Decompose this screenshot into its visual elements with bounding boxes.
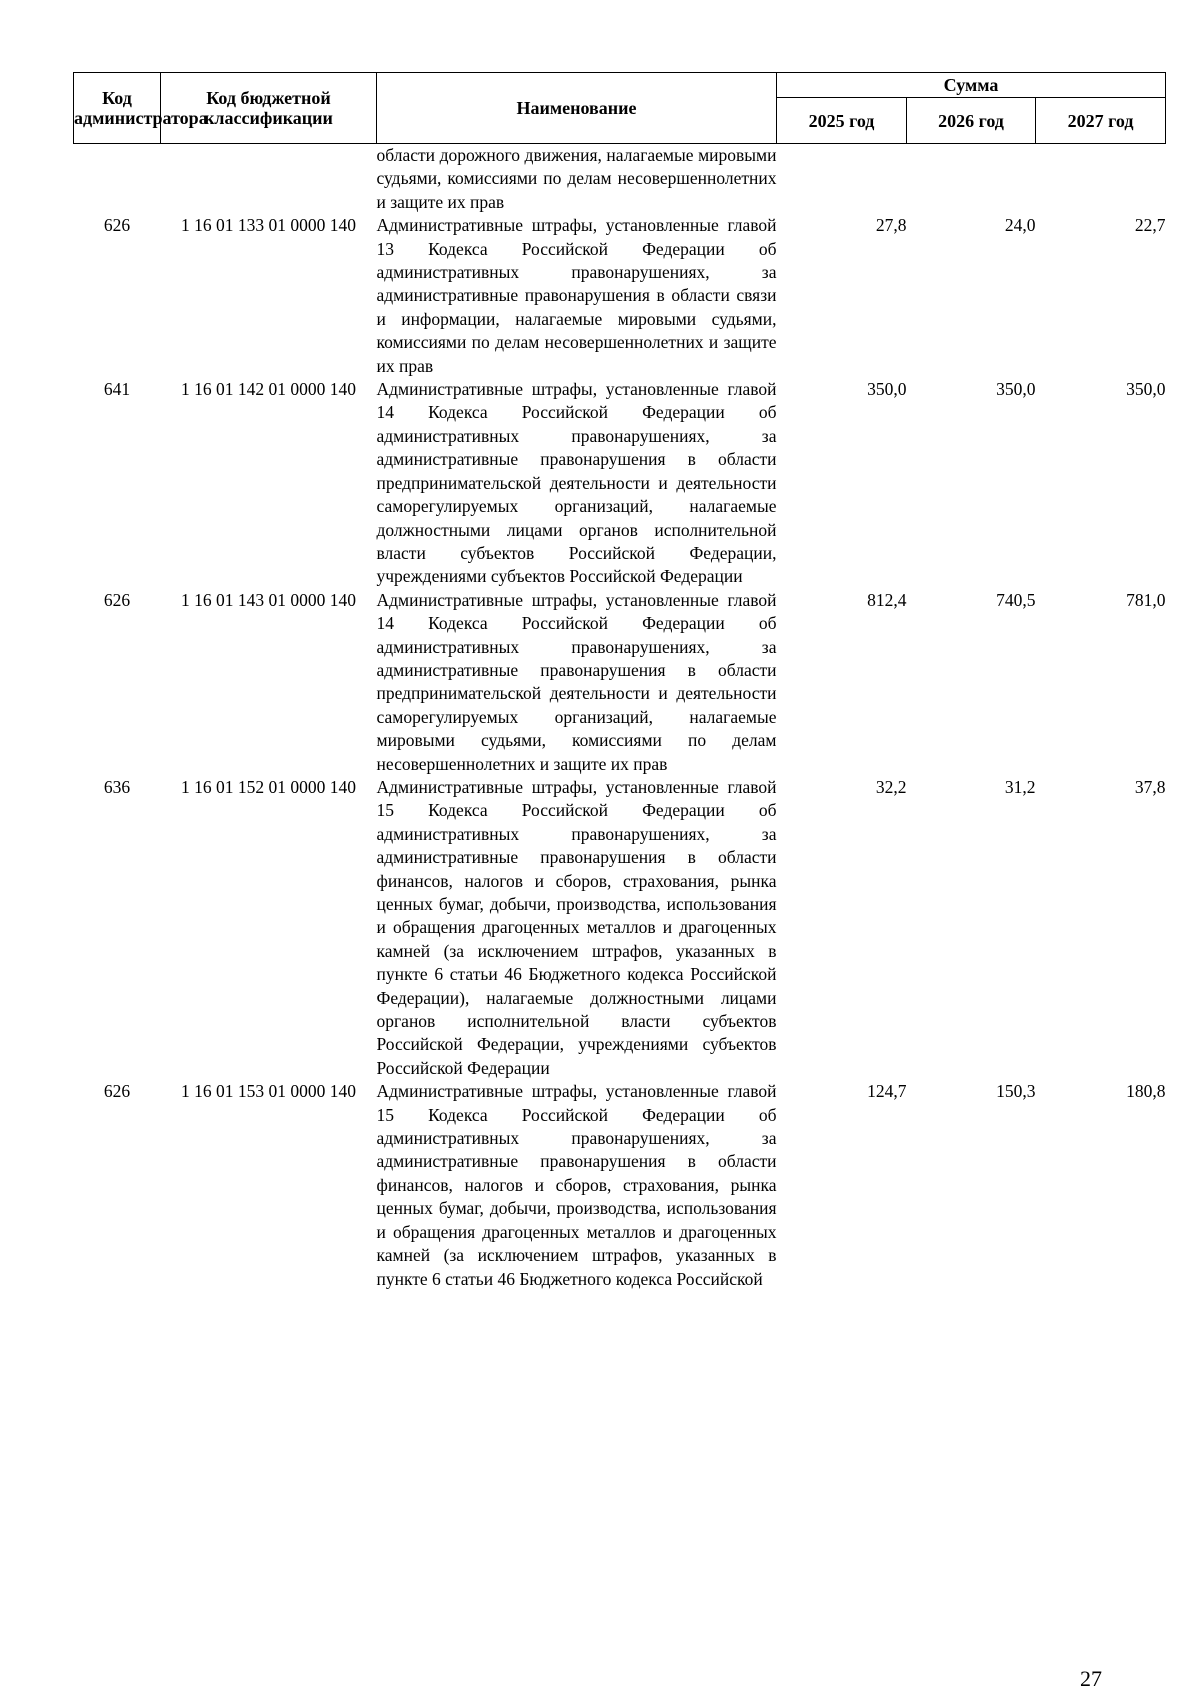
- sum-2027-cell: 350,0: [1126, 379, 1166, 400]
- sum-2026-cell: 740,5: [996, 589, 1036, 610]
- name-cell: Административные штрафы, установленные главой 15 Кодекса Российской Федерации об административных правонарушениях, за административные правонарушения в области финансов, налогов и сборов, страхования, рынка ценных бумаг, добычи, производства, использования и обращения драгоценных металлов и драгоценных камней (за исключением штрафов, указанных в пункте 6 статьи 46 Бюджетного кодекса Российской: [376, 1081, 777, 1289]
- budget-code-cell: 1 16 01 142 01 0000 140: [181, 379, 356, 400]
- budget-table: [73, 72, 1166, 1291]
- sum-2027-cell: 781,0: [1126, 589, 1166, 610]
- sum-2026-cell: 150,3: [996, 1081, 1036, 1102]
- admin-code-cell: 636: [103, 776, 131, 797]
- sum-2025-cell: 27,8: [875, 215, 907, 236]
- budget-code-cell: 1 16 01 133 01 0000 140: [181, 215, 356, 236]
- table-row: [74, 776, 1166, 1080]
- sum-2026-cell: 31,2: [1004, 776, 1036, 797]
- table-row-continuation: [74, 144, 1166, 215]
- header-budget-code: Код бюджетной классификации: [161, 73, 377, 144]
- sum-2027-cell: 22,7: [1134, 215, 1166, 236]
- sum-2025-cell: 32,2: [875, 776, 907, 797]
- table-row: [74, 1080, 1166, 1291]
- table-row: [74, 214, 1166, 378]
- continuation-name: области дорожного движения, налагаемые мировыми судьями, комиссиями по делам несовершеннолетних и защите их прав: [376, 145, 777, 212]
- budget-code-cell: 1 16 01 153 01 0000 140: [181, 1081, 356, 1102]
- sum-2025-cell: 350,0: [867, 379, 907, 400]
- sum-2026-cell: 24,0: [1004, 215, 1036, 236]
- name-cell: Административные штрафы, установленные главой 15 Кодекса Российской Федерации об административных правонарушениях, за административные правонарушения в области финансов, налогов и сборов, страхования, рынка ценных бумаг, добычи, производства, использования и обращения драгоценных металлов и драгоценных камней (за исключением штрафов, указанных в пункте 6 статьи 46 Бюджетного кодекса Российской Федерации), налагаемые должностными лицами органов исполнительной власти субъектов Российской Федерации, учреждениями субъектов Российской Федерации: [376, 776, 777, 1078]
- table-body: [74, 144, 1166, 1291]
- table-row: [74, 589, 1166, 776]
- header-year-2026: 2026 год: [907, 98, 1036, 144]
- budget-page: [73, 72, 1165, 1291]
- header-name: Наименование: [377, 73, 777, 144]
- admin-code-cell: 626: [103, 1081, 131, 1102]
- sum-2027-cell: 37,8: [1134, 776, 1166, 797]
- header-year-2025: 2025 год: [777, 98, 907, 144]
- name-cell: Административные штрафы, установленные главой 14 Кодекса Российской Федерации об административных правонарушениях, за административные правонарушения в области предпринимательской деятельности и деятельности саморегулируемых организаций, налагаемые мировыми судьями, комиссиями по делам несовершеннолетних и защите их прав: [376, 589, 777, 774]
- table-header: [74, 73, 1166, 144]
- header-year-2027: 2027 год: [1036, 98, 1166, 144]
- header-admin-code: Код администратора: [74, 73, 161, 144]
- admin-code-cell: 641: [103, 379, 131, 400]
- header-sum: Сумма: [777, 73, 1166, 98]
- budget-code-cell: 1 16 01 143 01 0000 140: [181, 589, 356, 610]
- name-cell: Административные штрафы, установленные главой 13 Кодекса Российской Федерации об административных правонарушениях, за административные правонарушения в области связи и информации, налагаемые мировыми судьями, комиссиями по делам несовершеннолетних и защите их прав: [376, 215, 777, 376]
- admin-code-cell: 626: [103, 215, 131, 236]
- sum-2026-cell: 350,0: [996, 379, 1036, 400]
- name-cell: Административные штрафы, установленные главой 14 Кодекса Российской Федерации об административных правонарушениях, за административные правонарушения в области предпринимательской деятельности и деятельности саморегулируемых организаций, налагаемые должностными лицами органов исполнительной власти субъектов Российской Федерации, учреждениями субъектов Российской Федерации: [376, 379, 777, 587]
- sum-2027-cell: 180,8: [1126, 1081, 1166, 1102]
- budget-code-cell: 1 16 01 152 01 0000 140: [181, 776, 356, 797]
- admin-code-cell: 626: [103, 589, 131, 610]
- table-row: [74, 378, 1166, 589]
- sum-2025-cell: 124,7: [867, 1081, 907, 1102]
- sum-2025-cell: 812,4: [867, 589, 907, 610]
- page-number: 27: [1080, 1666, 1102, 1691]
